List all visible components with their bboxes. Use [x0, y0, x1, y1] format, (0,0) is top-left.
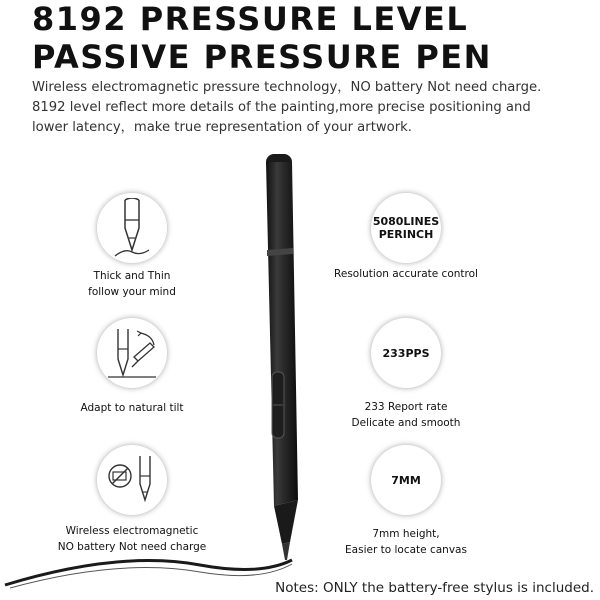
- feature-label-tilt: Adapt to natural tilt: [80, 402, 184, 414]
- report-rate-badge: 233PPS: [382, 346, 430, 360]
- feature-circle-no-battery: [97, 445, 167, 515]
- feature-circle-tilt: [97, 318, 167, 388]
- pen-tilt-icon: [104, 325, 160, 381]
- feature-circle-resolution: [371, 193, 441, 263]
- description: [32, 78, 592, 138]
- feature-circle-report-rate: [371, 318, 441, 388]
- feature-label-no-battery: Wireless electromagnetic NO battery Not need charge: [57, 525, 207, 553]
- feature-circle-height: [371, 445, 441, 515]
- feature-label-report-rate: 233 Report rate Delicate and smooth: [351, 401, 461, 429]
- description-line: 8192 level reflect more details of the painting,more precise positioning and: [32, 100, 531, 115]
- resolution-badge: 5080LINES PERINCH: [372, 215, 440, 241]
- ink-stroke-decoration: [0, 530, 300, 590]
- feature-label-resolution: Resolution accurate control: [334, 268, 478, 280]
- feature-circle-thick-thin: [97, 193, 167, 263]
- description-line: Wireless electromagnetic pressure technology，NO battery Not need charge.: [32, 80, 542, 95]
- no-battery-icon: [104, 452, 160, 508]
- feature-label-height: 7mm height, Easier to locate canvas: [345, 528, 467, 556]
- stylus-pen-image: [240, 150, 330, 562]
- page-title: 8192 PRESSURE LEVEL PASSIVE PRESSURE PEN: [32, 0, 492, 76]
- feature-label-thick-thin: Thick and Thin follow your mind: [88, 270, 176, 298]
- footnote: Notes: ONLY the battery-free stylus is included.: [275, 580, 594, 596]
- description-line: lower latency，make true representation of your artwork.: [32, 120, 412, 135]
- pen-tip-icon: [107, 198, 157, 258]
- height-badge: 7MM: [391, 473, 421, 487]
